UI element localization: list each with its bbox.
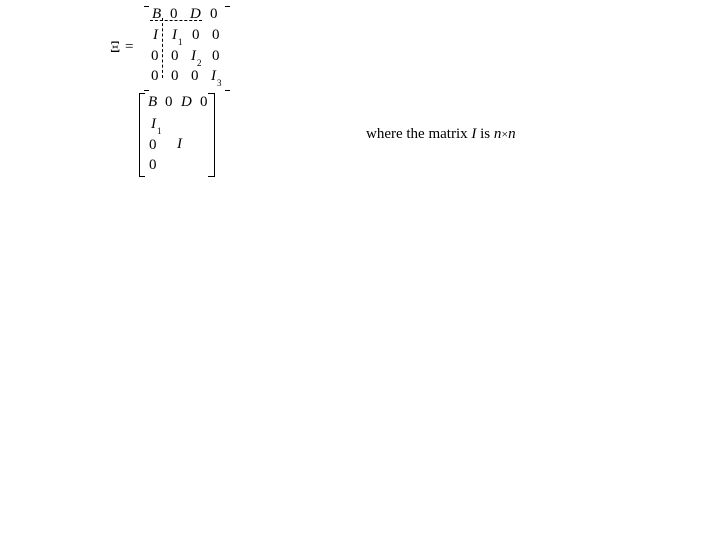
top-r3-c3-subscript: 3 [217, 78, 222, 88]
top-r3-c2: 0 [191, 68, 199, 84]
top-r2-c2: I [191, 48, 196, 64]
lower-bracket-right-bottom [208, 176, 214, 177]
note-dim-a: n [493, 126, 502, 142]
top-r1-c1-subscript: 1 [178, 37, 183, 47]
lower-r0-c0: B [148, 94, 158, 110]
note-dim-b: n [508, 126, 516, 142]
lower-bracket-left-vertical [139, 93, 140, 177]
top-r0-c1: 0 [170, 6, 178, 22]
lower-col-i-subscript: 1 [157, 126, 162, 136]
top-r2-c0: 0 [151, 48, 159, 64]
top-r0-c3: 0 [210, 6, 218, 22]
lower-bracket-left-top [139, 93, 145, 94]
top-r2-c1: 0 [171, 48, 179, 64]
partition-vertical-dashed [162, 18, 163, 78]
top-r0-c2: D [190, 6, 201, 22]
top-r1-c3: 0 [212, 27, 220, 43]
note-prefix: where the matrix [366, 126, 468, 142]
top-r3-c0: 0 [151, 68, 159, 84]
note-times: × [501, 127, 509, 141]
note-is: is [480, 126, 491, 142]
top-r0-c0: B [152, 6, 162, 22]
top-matrix-bracket-tl [144, 6, 149, 7]
note-var: I [471, 126, 477, 142]
top-r1-c0: I [153, 27, 158, 43]
top-r2-c2-subscript: 2 [197, 58, 202, 68]
top-r1-c1: I [172, 27, 177, 43]
lower-bracket-right-top [208, 93, 214, 94]
top-matrix-bracket-br [225, 90, 230, 91]
top-r1-c2: 0 [192, 27, 200, 43]
top-r3-c1: 0 [171, 68, 179, 84]
top-r3-c3: I [211, 68, 216, 84]
lower-bracket-right-vertical [214, 93, 215, 177]
lower-r0-c2: D [181, 94, 192, 110]
lower-block-identity: I [177, 136, 182, 152]
top-matrix-bracket-bl [144, 90, 149, 91]
note-text [366, 127, 516, 142]
top-matrix-bracket-tr [225, 6, 230, 7]
lower-col-zero-1: 0 [149, 137, 157, 153]
top-r2-c3: 0 [212, 48, 220, 64]
lower-r0-c3: 0 [200, 94, 208, 110]
lower-r0-c1: 0 [165, 94, 173, 110]
equals-sign: = [125, 39, 134, 55]
lower-col-zero-2: 0 [149, 157, 157, 173]
xi-symbol: Ξ [110, 39, 121, 56]
lower-bracket-left-bottom [139, 176, 145, 177]
lower-col-i: I [151, 116, 156, 132]
